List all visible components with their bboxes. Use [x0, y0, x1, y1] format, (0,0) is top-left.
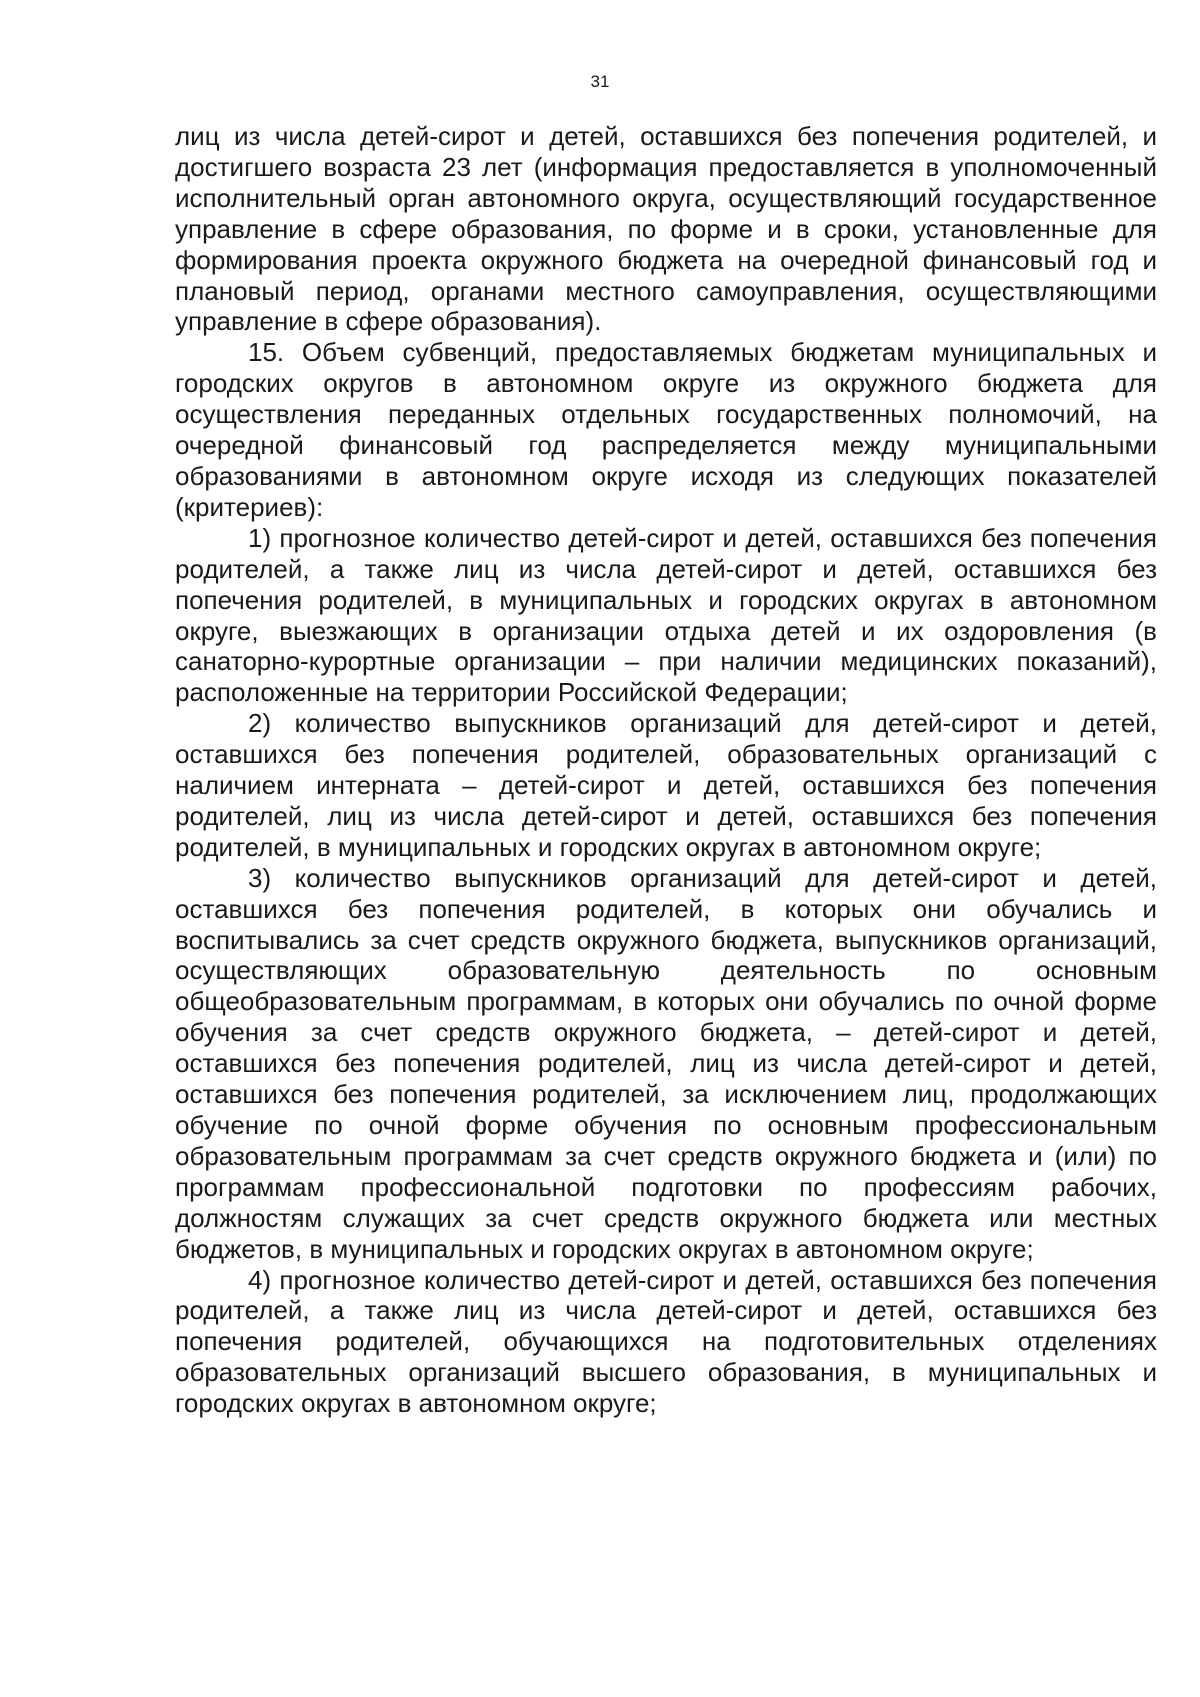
paragraph-subitem-2: 2) количество выпускников организаций для детей-сирот и детей, оставшихся без попечения родителей, образовательных организаций с наличием интерната – детей-сирот и детей, оставшихся без попечения родителей, лиц из числа детей-сирот и детей, оставшихся без попечения родителей, в муниципальных и городских округах в автономном округе; [175, 708, 1157, 862]
paragraph-subitem-1: 1) прогнозное количество детей-сирот и детей, оставшихся без попечения родителей, а также лиц из числа детей-сирот и детей, оставшихся без попечения родителей, в муниципальных и городских округах в автономном округе, выезжающих в организации отдыха детей и их оздоровления (в санаторно-курортные организации – при наличии медицинских показаний), расположенные на территории Российской Федерации; [175, 522, 1157, 708]
paragraph-item-15: 15. Объем субвенций, предоставляемых бюджетам муниципальных и городских округов в автономном округе из окружного бюджета для осуществления переданных отдельных государственных полномочий, на очередной финансовый год распределяется между муниципальными образованиями в автономном округе исходя из следующих показателей (критериев): [175, 337, 1157, 522]
paragraph-continuation: лиц из числа детей-сирот и детей, оставшихся без попечения родителей, и достигшего возраста 23 лет (информация предоставляется в уполномоченный исполнительный орган автономного округа, осуществляющий государственное управление в сфере образования, по форме и в сроки, установленные для формирования проекта окружного бюджета на очередной финансовый год и плановый период, органами местного самоуправления, осуществляющими управление в сфере образования). [175, 121, 1157, 337]
paragraph-subitem-3: 3) количество выпускников организаций для детей-сирот и детей, оставшихся без попечения родителей, в которых они обучались и воспитывались за счет средств окружного бюджета, выпускников организаций, осуществляющих образовательную деятельность по основным общеобразовательным программам, в которых они обучались по очной форме обучения за счет средств окружного бюджета, – детей-сирот и детей, оставшихся без попечения родителей, лиц из числа детей-сирот и детей, оставшихся без попечения родителей, за исключением лиц, продолжающих обучение по очной форме обучения по основным профессиональным образовательным программам за счет средств окружного бюджета и (или) по программам профессиональной подготовки по профессиям рабочих, должностям служащих за счет средств окружного бюджета или местных бюджетов, в муниципальных и городских округах в автономном округе; [175, 862, 1157, 1264]
page-number: 31 [590, 72, 610, 91]
document-body [175, 121, 1157, 1419]
paragraph-subitem-4: 4) прогнозное количество детей-сирот и детей, оставшихся без попечения родителей, а также лиц из числа детей-сирот и детей, оставшихся без попечения родителей, обучающихся на подготовительных отделениях образовательных организаций высшего образования, в муниципальных и городских округах в автономном округе; [175, 1264, 1157, 1419]
